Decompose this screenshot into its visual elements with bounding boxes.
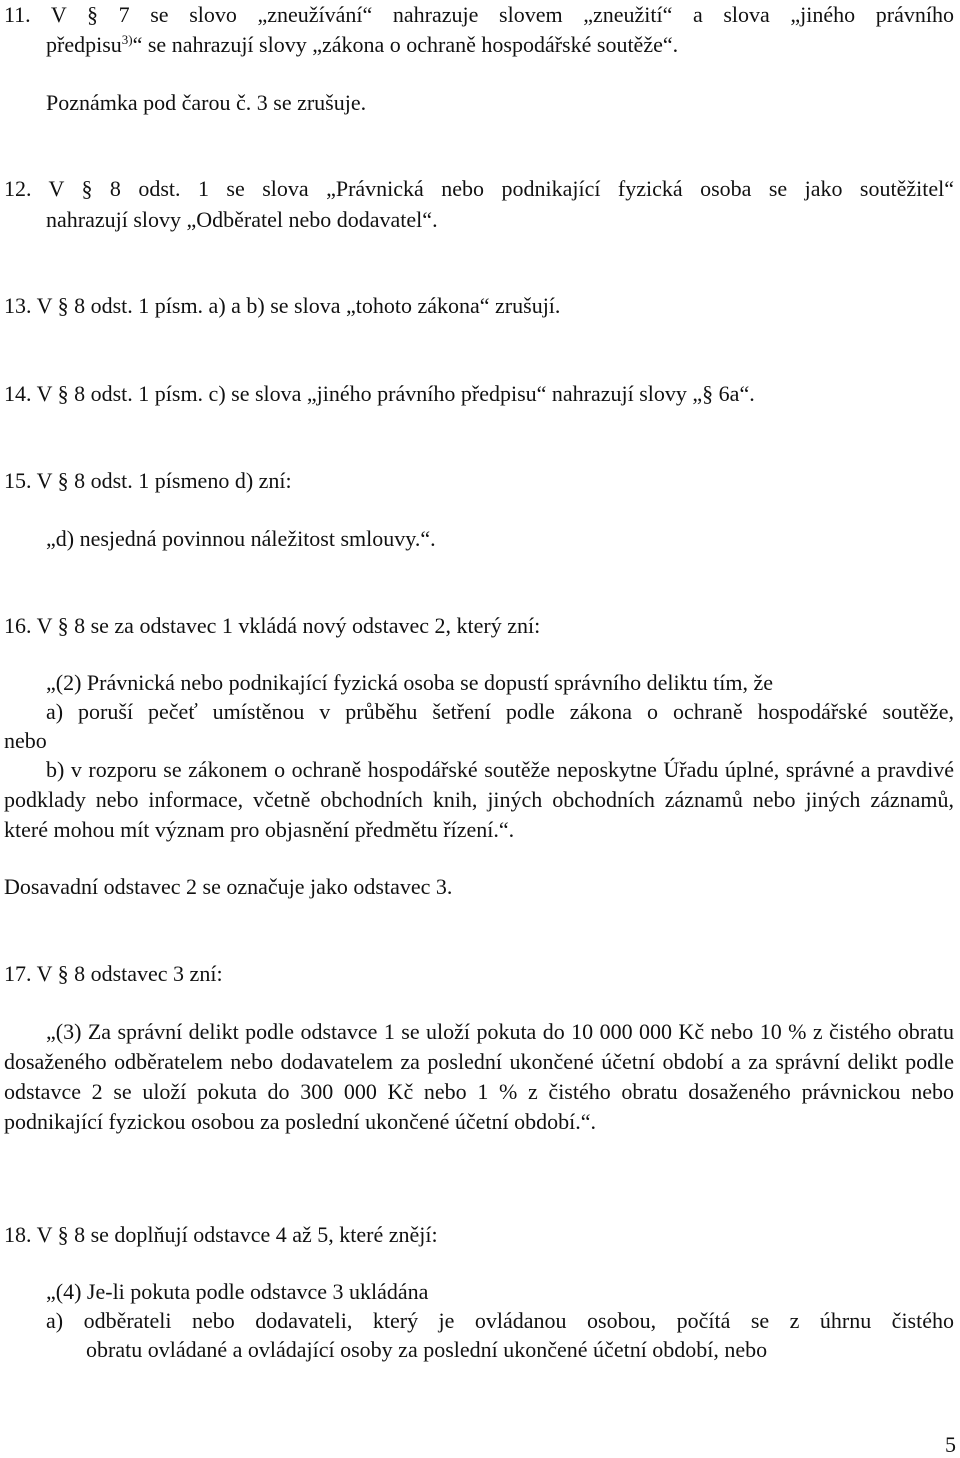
item-15-quote: „d) nesjedná povinnou náležitost smlouvy.“. [46,526,436,551]
item-14: 14. V § 8 odst. 1 písm. c) se slova „jiného právního předpisu“ nahrazují slovy „§ 6a“. [4,381,755,406]
item-18-point-a: a) odběrateli nebo dodavateli, který je ovládanou osobou, počítá se z úhrnu čistého [46,1308,954,1333]
item-12-line-2: nahrazují slovy „Odběratel nebo dodavatel“. [46,207,438,232]
item-16-paragraph-2: „(2) Právnická nebo podnikající fyzická osoba se dopustí správního deliktu tím, že [46,670,774,695]
item-13: 13. V § 8 odst. 1 písm. a) a b) se slova „tohoto zákona“ zrušují. [4,293,561,318]
item-11-note: Poznámka pod čarou č. 3 se zrušuje. [46,90,367,115]
item-18-point-a-cont: obratu ovládané a ovládající osoby za poslední ukončené účetní období, nebo [86,1337,768,1362]
item-16-point-b: b) v rozporu se zákonem o ochraně hospodářské soutěže neposkytne Úřadu úplné, správné a pravdivé podklady nebo informace, včetně obchodních knih, jiných obchodních záznamů nebo jiných záznamů, které mohou mít význam pro objasnění předmětu řízení.“. [4,757,954,842]
item-11-line-2 [46,30,678,60]
item-16-line-1: 16. V § 8 se za odstavec 1 vkládá nový odstavec 2, který zní: [4,613,541,638]
item-12-line-1: 12. V § 8 odst. 1 se slova „Právnická nebo podnikající fyzická osoba se jako soutěžitel“ [4,176,954,201]
item-16-after: Dosavadní odstavec 2 se označuje jako odstavec 3. [4,874,453,899]
item-16-point-a-cont: nebo [4,728,47,753]
item-11-text-a: předpisu [46,32,122,57]
item-18-paragraph-4: „(4) Je-li pokuta podle odstavce 3 ukládána [46,1279,429,1304]
item-17-line-1: 17. V § 8 odstavec 3 zní: [4,961,223,986]
item-15-line-1: 15. V § 8 odst. 1 písmeno d) zní: [4,468,292,493]
item-16-point-a: a) poruší pečeť umístěnou v průběhu šetření podle zákona o ochraně hospodářské soutěže, [46,699,954,724]
item-18-line-1: 18. V § 8 se doplňují odstavce 4 až 5, které znějí: [4,1222,438,1247]
item-11-text-b: “ se nahrazují slovy „zákona o ochraně hospodářské soutěže“. [132,32,679,57]
item-11-line-1: 11. V § 7 se slovo „zneužívání“ nahrazuje slovem „zneužití“ a slova „jiného právního [4,2,954,27]
item-17-paragraph-3: „(3) Za správní delikt podle odstavce 1 se uloží pokuta do 10 000 000 Kč nebo 10 % z čistého obratu dosaženého odběratelem nebo dodavatelem za poslední ukončené účetní období a za správní delikt podle odstavce 2 se uloží pokuta do 300 000 Kč nebo 1 % z čistého obratu dosaženého právnickou nebo podnikající fyzickou osobou za poslední ukončené účetní období.“. [4,1019,954,1134]
footnote-ref: 3) [121,32,133,47]
page-number: 5 [945,1432,956,1457]
